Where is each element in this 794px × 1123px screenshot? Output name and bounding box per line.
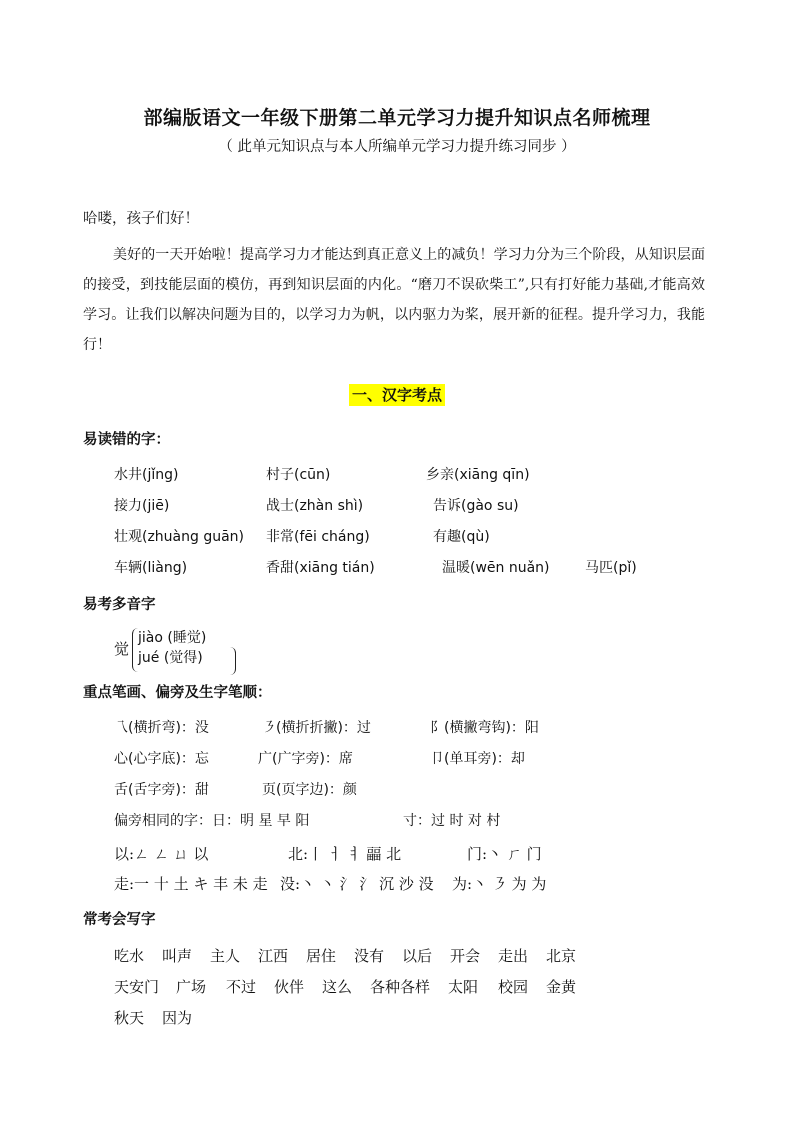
write-word: 天安门 — [114, 978, 160, 996]
misread-item: 接力(jiē) — [114, 498, 170, 514]
write-word: 不过 — [226, 978, 257, 996]
misread-item: 村子(cūn) — [266, 467, 331, 483]
misread-item: 非常(fēi cháng) — [266, 529, 370, 545]
write-word: 北京 — [546, 947, 577, 965]
misread-item: 马匹(pǐ) — [585, 560, 637, 576]
radical-item: 阝(横撇弯钩)：阳 — [430, 720, 539, 736]
write-word: 叫声 — [162, 947, 193, 965]
misread-item: 水井(jǐng) — [114, 467, 179, 483]
write-word: 走出 — [498, 947, 529, 965]
same-radical-label — [114, 810, 309, 830]
same-radical-group: 寸：过 时 对 村 — [403, 813, 501, 829]
misread-item: 告诉(gào su) — [433, 498, 519, 514]
write-word: 伙伴 — [274, 978, 305, 996]
misread-item: 车辆(liàng) — [114, 560, 188, 576]
same-radical-group: 日：明 星 早 阳 — [212, 813, 310, 829]
section-heading-hanzi — [0, 384, 794, 405]
stroke-order-item: 没:丶 丶 氵 氵 沉 沙 没 — [280, 875, 434, 893]
radical-item: 广(广字旁)：席 — [258, 751, 353, 767]
document-title: 部编版语文一年级下册第二单元学习力提升知识点名师梳理 — [143, 107, 651, 129]
radical-item: 页(页字边)：颜 — [262, 782, 357, 798]
radical-item: 舌(舌字旁)：甜 — [114, 782, 209, 798]
stroke-order-item: 为:丶 ㇋ 为 为 — [452, 875, 547, 893]
misread-item: 壮观(zhuàng guān) — [114, 529, 245, 545]
stroke-order-item: 以:ㄥ ㄥ ㄩ 以 — [114, 845, 209, 863]
polyphone-reading: jiào (睡觉) — [138, 630, 207, 646]
misread-item: 有趣(qù) — [433, 529, 490, 545]
write-word: 秋天 — [114, 1009, 145, 1027]
same-radical-title: 偏旁相同的字： — [114, 813, 212, 829]
write-word: 没有 — [354, 947, 385, 965]
document-subtitle: （ 此单元知识点与本人所编单元学习力提升练习同步 ） — [218, 139, 576, 155]
misread-item: 乡亲(xiāng qīn) — [426, 467, 530, 483]
write-word: 广场 — [176, 978, 207, 996]
heading-easy-misread: 易读错的字： — [83, 432, 170, 448]
write-word: 因为 — [162, 1009, 193, 1027]
misread-item: 战士(zhàn shì) — [266, 498, 364, 514]
intro-paragraph: 美好的一天开始啦！提高学习力才能达到真正意义上的减负！学习力分为三个阶段，从知识层面的接受，到技能层面的模仿，再到知识层面的内化。“磨刀不误砍柴工”,只有打好能力基础,才能高效学习。让我们以解决问题为目的，以学习力为帆，以内驱力为桨，展开新的征程。提升学习力，我能行！ — [83, 247, 705, 353]
write-word: 江西 — [258, 947, 289, 965]
write-word: 校园 — [498, 978, 529, 996]
heading-strokes: 重点笔画、偏旁及生字笔顺： — [83, 685, 272, 701]
polyphone-reading: jué (觉得) — [138, 650, 203, 666]
greeting-text: 哈喽，孩子们好！ — [83, 211, 199, 227]
write-word: 居住 — [306, 947, 337, 965]
write-word: 开会 — [450, 947, 481, 965]
polyphone-char: 觉 — [114, 640, 130, 658]
write-word: 主人 — [210, 947, 241, 965]
heading-polyphone: 易考多音字 — [83, 597, 156, 613]
brace-right — [229, 647, 236, 675]
radical-item: 心(心字底)：忘 — [114, 751, 209, 767]
write-word: 各种各样 — [370, 978, 431, 996]
write-word: 金黄 — [546, 978, 577, 996]
write-word: 以后 — [402, 947, 433, 965]
stroke-order-item: 走:一 十 土 キ 丰 未 走 — [114, 875, 268, 893]
write-word: 太阳 — [448, 978, 479, 996]
misread-item: 温暖(wēn nuǎn) — [442, 560, 550, 576]
radical-item: 乁(横折弯)：没 — [114, 720, 209, 736]
misread-item: 香甜(xiāng tián) — [266, 560, 375, 576]
section-heading-label: 一、汉字考点 — [349, 384, 445, 406]
heading-common-write: 常考会写字 — [83, 912, 156, 928]
write-word: 这么 — [322, 978, 353, 996]
radical-item: ㇋(横折折撇)：过 — [262, 720, 371, 736]
stroke-order-item: 北:丨 ㅓ ㅕ 㽬 北 — [288, 845, 402, 863]
radical-item: 卩(单耳旁)：却 — [430, 751, 525, 767]
write-word: 吃水 — [114, 947, 145, 965]
stroke-order-item: 门:丶 ㄏ 门 — [467, 845, 542, 863]
